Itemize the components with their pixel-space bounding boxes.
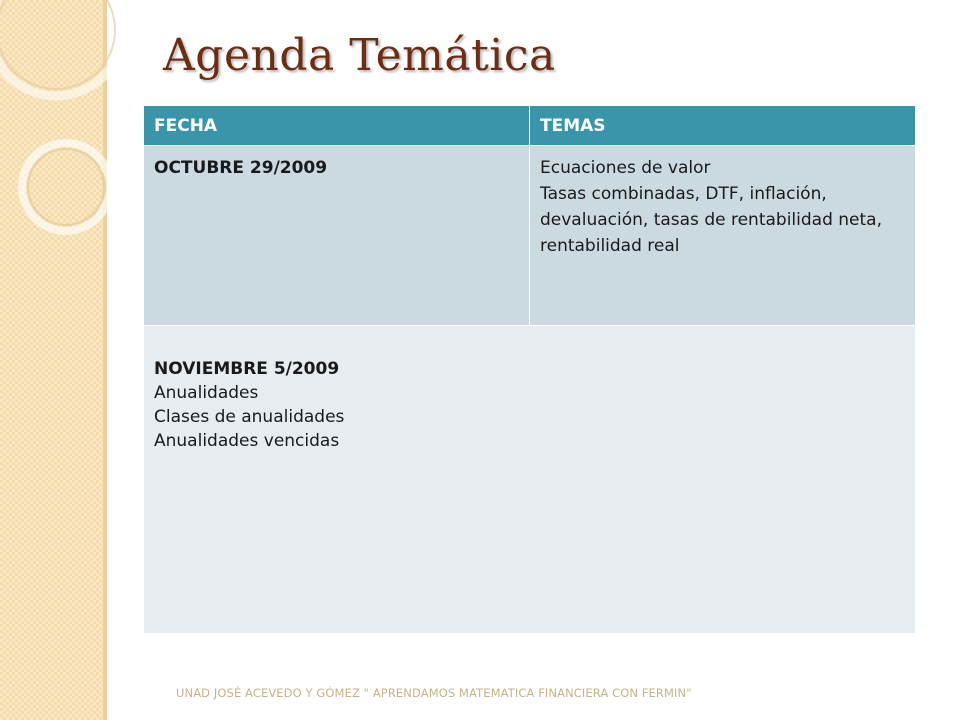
decorative-rings: [0, 0, 160, 300]
tema-item: Ecuaciones de valor: [540, 158, 711, 178]
slide-footer: UNAD JOSÉ ACEVEDO Y GÓMEZ " APRENDAMOS MATEMATICA FINANCIERA CON FERMIN": [176, 686, 692, 700]
slide-title: Agenda Temática: [163, 30, 556, 81]
table-header-row: [144, 106, 916, 146]
cell-merged: [144, 326, 916, 634]
cell-temas: [530, 146, 916, 326]
table-row: [144, 326, 916, 634]
table-row: [144, 146, 916, 326]
agenda-table: [143, 105, 916, 634]
fecha-text: NOVIEMBRE 5/2009: [154, 359, 340, 379]
header-fecha: FECHA: [144, 106, 530, 146]
tema-item: Clases de anualidades: [154, 407, 345, 427]
tema-item: Tasas combinadas, DTF, inflación, devaluación, tasas de rentabilidad neta, rentabilidad real: [540, 184, 882, 256]
header-temas: TEMAS: [530, 106, 916, 146]
tema-item: Anualidades: [154, 383, 259, 403]
cell-fecha: [144, 146, 530, 326]
fecha-text: OCTUBRE 29/2009: [154, 158, 328, 178]
tema-item: Anualidades vencidas: [154, 431, 340, 451]
